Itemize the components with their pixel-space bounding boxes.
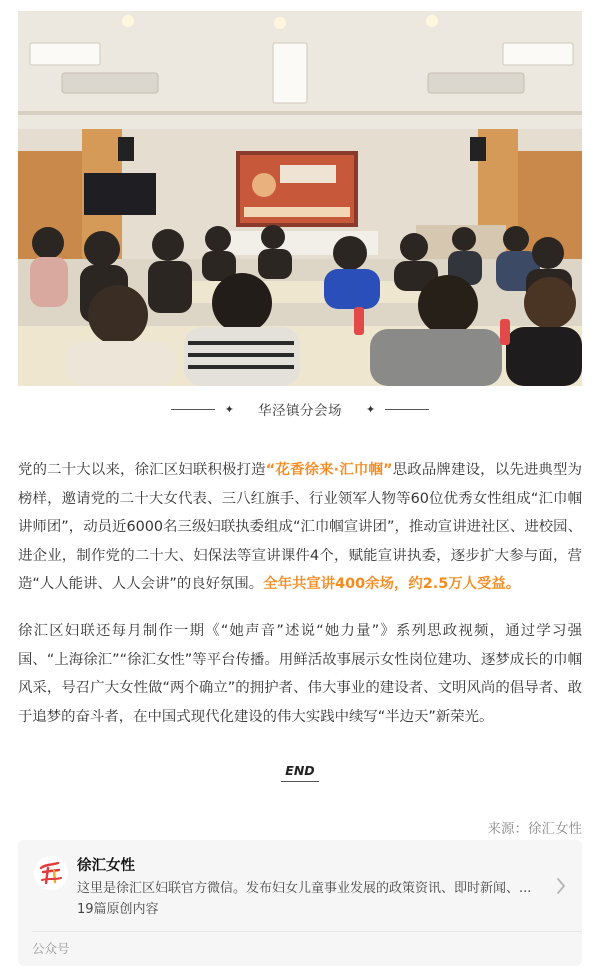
brand-highlight: “花香徐来·汇巾帼” <box>265 462 393 478</box>
account-type-label: 公众号 <box>32 941 70 956</box>
account-avatar <box>34 856 68 890</box>
stat-highlight: 全年共宣讲400余场，约2.5万人受益。 <box>263 576 521 592</box>
account-description: 这里是徐汇区妇联官方微信。发布妇女儿童事业发展的政策资讯、即时新闻、... <box>77 881 532 896</box>
para2-text: 徐汇区妇联还每月制作一期《“她声音”述说“她力量”》系列思政视频，通过学习强国、“上海徐汇”“徐汇女性”等平台传播。用鲜活故事展示女性岗位建功、逐梦成长的巾帼风采，号召广大女性做“两个确立”的拥护者、伟大事业的建设者、文明风尚的倡导者、敢于追梦的奋斗者，在中国式现代化建设的伟大实践中续写“半边天”新荣光。 <box>18 623 582 725</box>
chevron-right-icon[interactable] <box>554 876 568 896</box>
card-divider <box>32 931 582 932</box>
meeting-photo <box>18 11 582 386</box>
end-label: END <box>281 763 318 782</box>
photo-caption <box>0 398 600 420</box>
end-marker <box>0 760 600 782</box>
caption-text: 华泾镇分会场 <box>258 403 342 419</box>
para1-text: 思政品牌建设，以先进典型为榜样，邀请党的二十大女代表、三八红旗手、行业领军人物等60位优秀女性组成“汇巾帼讲师团”，动员近6000名三级妇联执委组成“汇巾帼宣讲团”，推动宣讲进社区、进校园、进企业，制作党的二十大、妇保法等宣讲课件4个，赋能宣讲执委，逐步扩大参与面，营造“人人能讲、人人会讲”的良好氛围。 <box>18 462 582 592</box>
diamond-icon: ✦ <box>366 402 376 416</box>
caption-line-right <box>385 409 429 410</box>
para1-text: 党的二十大以来，徐汇区妇联积极打造 <box>18 462 266 478</box>
caption-line-left <box>171 409 215 410</box>
source-credit: 来源：徐汇女性 <box>487 821 582 837</box>
account-name: 徐汇女性 <box>77 858 135 874</box>
article-paragraph-1 <box>18 456 582 599</box>
original-count: 19篇原创内容 <box>77 902 159 917</box>
diamond-icon: ✦ <box>224 402 234 416</box>
article-paragraph-2 <box>18 617 582 731</box>
account-card[interactable] <box>18 840 582 966</box>
